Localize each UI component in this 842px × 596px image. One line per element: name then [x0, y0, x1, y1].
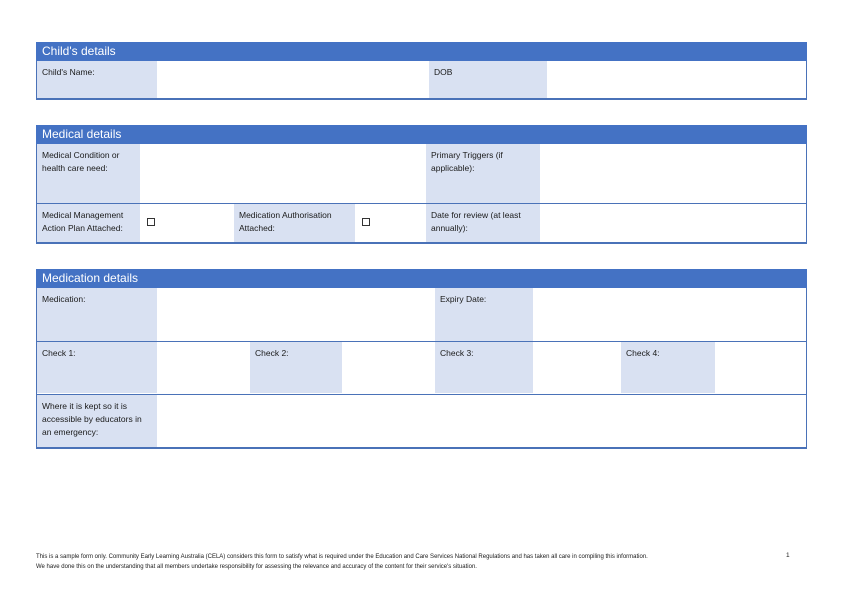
medication-details-section	[36, 269, 807, 449]
section-frame	[36, 61, 807, 100]
medical-details-section	[36, 125, 807, 244]
action-plan-cell	[140, 204, 234, 242]
medication-field[interactable]	[157, 288, 435, 341]
check-4-field[interactable]	[715, 342, 806, 393]
storage-location-label: Where it is kept so it is accessible by educators in an emergency:	[37, 395, 157, 447]
childs-name-label: Child's Name:	[37, 61, 157, 98]
section-title: Medication details	[36, 269, 807, 288]
primary-triggers-label: Primary Triggers (if applicable):	[426, 144, 540, 203]
expiry-date-label: Expiry Date:	[435, 288, 533, 341]
check-2-label: Check 2:	[250, 342, 342, 393]
page-number: 1	[786, 552, 790, 559]
section-title: Child's details	[36, 42, 807, 61]
section-title: Medical details	[36, 125, 807, 144]
disclaimer-line-2: We have done this on the understanding that all members undertake responsibility for assessing the relevance and accuracy of the content for their service's situation.	[36, 564, 477, 570]
check-4-label: Check 4:	[621, 342, 715, 393]
review-date-label: Date for review (at least annually):	[426, 204, 540, 242]
check-3-label: Check 3:	[435, 342, 533, 393]
medical-condition-field[interactable]	[140, 144, 426, 203]
childs-name-field[interactable]	[157, 61, 429, 98]
action-plan-checkbox[interactable]	[147, 218, 155, 226]
section-frame	[36, 288, 807, 449]
expiry-date-field[interactable]	[533, 288, 806, 341]
childs-details-section	[36, 42, 807, 100]
action-plan-label: Medical Management Action Plan Attached:	[37, 204, 140, 242]
medication-authorisation-checkbox[interactable]	[362, 218, 370, 226]
footer-disclaimer	[36, 552, 776, 572]
medical-condition-label: Medical Condition or health care need:	[37, 144, 140, 203]
review-date-field[interactable]	[540, 204, 806, 242]
check-1-label: Check 1:	[37, 342, 157, 393]
check-1-field[interactable]	[157, 342, 250, 393]
check-2-field[interactable]	[342, 342, 435, 393]
dob-field[interactable]	[547, 61, 806, 98]
medication-authorisation-label: Medication Authorisation Attached:	[234, 204, 355, 242]
check-3-field[interactable]	[533, 342, 621, 393]
dob-label: DOB	[429, 61, 547, 98]
authorisation-cell	[355, 204, 426, 242]
disclaimer-line-1: This is a sample form only. Community Early Learning Australia (CELA) considers this form to satisfy what is required under the Education and Care Services National Regulations and has taken all care in compiling this information.	[36, 554, 648, 560]
section-frame	[36, 144, 807, 244]
storage-location-field[interactable]	[157, 395, 806, 447]
primary-triggers-field[interactable]	[540, 144, 806, 203]
medication-label: Medication:	[37, 288, 157, 341]
